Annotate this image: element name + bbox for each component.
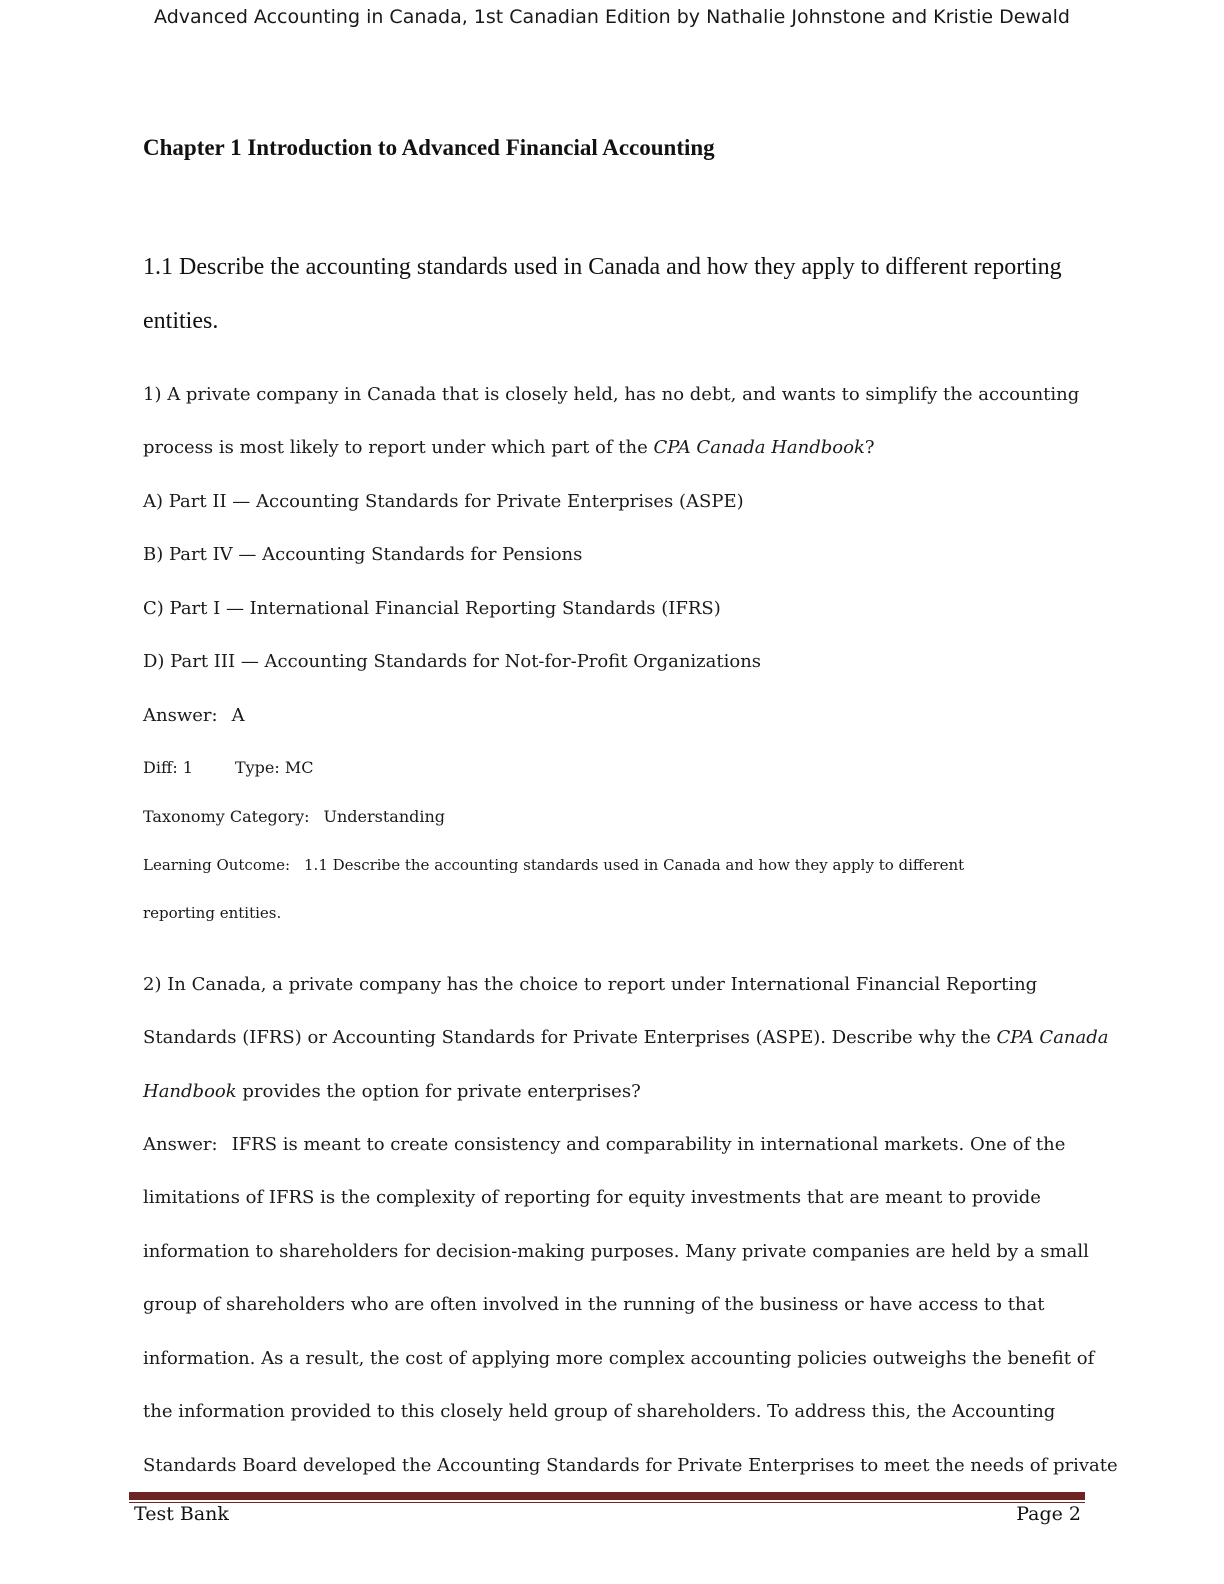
chapter-title: Chapter 1 Introduction to Advanced Financial Accounting <box>143 135 715 160</box>
q2-answer-line7: Standards Board developed the Accounting Standards for Private Enterprises to meet the needs of private <box>143 1455 1118 1476</box>
q1-option-a: A) Part II — Accounting Standards for Private Enterprises (ASPE) <box>143 491 744 512</box>
q2-handbook-title-part2: Handbook <box>143 1081 237 1102</box>
q1-option-b: B) Part IV — Accounting Standards for Pensions <box>143 544 583 565</box>
q1-answer-label: Answer: <box>143 705 218 726</box>
q1-diff: Diff: 1 <box>143 758 193 777</box>
q2-answer-line2: limitations of IFRS is the complexity of reporting for equity investments that are meant to provide <box>143 1187 1041 1208</box>
q2-stem-text: Standards (IFRS) or Accounting Standards for Private Enterprises (ASPE). Describe why the <box>143 1027 997 1048</box>
q1-option-c: C) Part I — International Financial Reporting Standards (IFRS) <box>143 598 721 619</box>
q2-stem-end: provides the option for private enterprises? <box>236 1081 641 1102</box>
q1-stem-end: ? <box>864 437 875 458</box>
footer-label: Test Bank <box>134 1503 229 1525</box>
q1-option-d: D) Part III — Accounting Standards for Not-for-Profit Organizations <box>143 651 762 672</box>
q2-answer-line6: the information provided to this closely held group of shareholders. To address this, the Accounting <box>143 1401 1056 1422</box>
page-number: Page 2 <box>1016 1503 1081 1525</box>
q2-answer-line5: information. As a result, the cost of applying more complex accounting policies outweighs the benefit of <box>143 1348 1095 1369</box>
q1-taxonomy-value: Understanding <box>323 807 446 826</box>
q2-answer-line4: group of shareholders who are often involved in the running of the business or have access to that <box>143 1294 1045 1315</box>
q1-handbook-title: CPA Canada Handbook <box>653 437 865 458</box>
q2-handbook-title-part1: CPA Canada <box>996 1027 1109 1048</box>
q1-stem-text: process is most likely to report under which part of the <box>143 437 654 458</box>
q2-answer-line1 <box>143 1134 1065 1155</box>
q1-outcome-text: 1.1 Describe the accounting standards used in Canada and how they apply to different <box>304 856 965 874</box>
q2-stem-line1: 2) In Canada, a private company has the choice to report under International Financial Reporting <box>143 974 1038 995</box>
q1-taxonomy <box>143 807 445 826</box>
q1-stem-line1: 1) A private company in Canada that is closely held, has no debt, and wants to simplify the accounting <box>143 384 1080 405</box>
q2-stem-line2 <box>143 1027 1109 1048</box>
footer-rule-thin <box>129 1502 1085 1503</box>
q2-stem-line3 <box>143 1081 641 1102</box>
footer-rule <box>129 1492 1085 1500</box>
q1-outcome-line2: reporting entities. <box>143 904 282 922</box>
q1-stem-line2 <box>143 437 875 458</box>
q1-outcome-label: Learning Outcome: <box>143 856 291 874</box>
q1-taxonomy-label: Taxonomy Category: <box>143 807 310 826</box>
q1-learning-outcome <box>143 856 964 874</box>
running-header: Advanced Accounting in Canada, 1st Canadian Edition by Nathalie Johnstone and Kristie Dewald <box>154 6 1070 28</box>
q2-answer-text: IFRS is meant to create consistency and comparability in international markets. One of the <box>231 1134 1066 1155</box>
q2-answer-line3: information to shareholders for decision-making purposes. Many private companies are held by a small <box>143 1241 1089 1262</box>
q1-answer-value: A <box>231 705 245 726</box>
q1-answer <box>143 705 245 726</box>
q2-answer-label: Answer: <box>143 1134 218 1155</box>
q1-diff-type <box>143 758 314 777</box>
learning-objective-heading: 1.1 Describe the accounting standards used in Canada and how they apply to different reporting entities. <box>143 254 1062 334</box>
q1-type: Type: MC <box>234 758 314 777</box>
